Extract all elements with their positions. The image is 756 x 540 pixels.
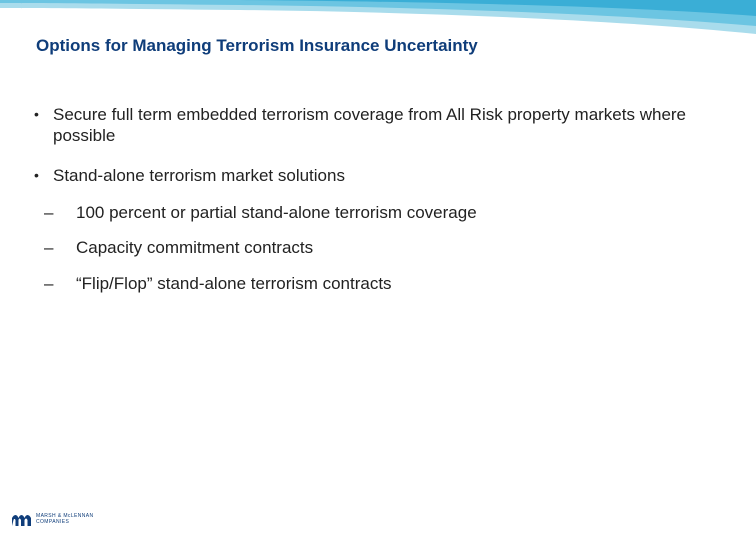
sub-bullet-item-flip-flop-contracts	[44, 273, 704, 294]
bullet-text: Secure full term embedded terrorism coverage from All Risk property markets where possible	[53, 105, 687, 145]
bullet-item-embedded-coverage	[34, 104, 714, 146]
bullet-marker: •	[34, 167, 39, 183]
sub-bullet-text: Capacity commitment contracts	[76, 238, 314, 257]
bullet-marker: •	[34, 106, 39, 122]
sub-bullet-marker: –	[44, 203, 54, 222]
company-logo	[12, 512, 108, 528]
sub-bullet-item-partial-coverage	[44, 202, 704, 223]
sub-bullet-marker: –	[44, 238, 54, 257]
sub-bullet-marker: –	[44, 274, 54, 293]
bullet-text: Stand-alone terrorism market solutions	[53, 166, 345, 185]
sub-bullet-text: “Flip/Flop” stand-alone terrorism contracts	[76, 274, 392, 293]
top-decorative-band	[0, 0, 756, 40]
bullet-item-stand-alone-solutions	[34, 165, 714, 186]
logo-line-1: MARSH & McLENNAN	[36, 513, 94, 519]
sub-bullet-item-capacity-contracts	[44, 237, 704, 258]
logo-wordmark	[36, 513, 94, 525]
logo-line-2: COMPANIES	[36, 519, 70, 525]
mmc-wave-logo-icon	[12, 513, 34, 527]
slide-title: Options for Managing Terrorism Insurance Uncertainty	[36, 36, 478, 55]
sub-bullet-text: 100 percent or partial stand-alone terrorism coverage	[76, 203, 477, 222]
